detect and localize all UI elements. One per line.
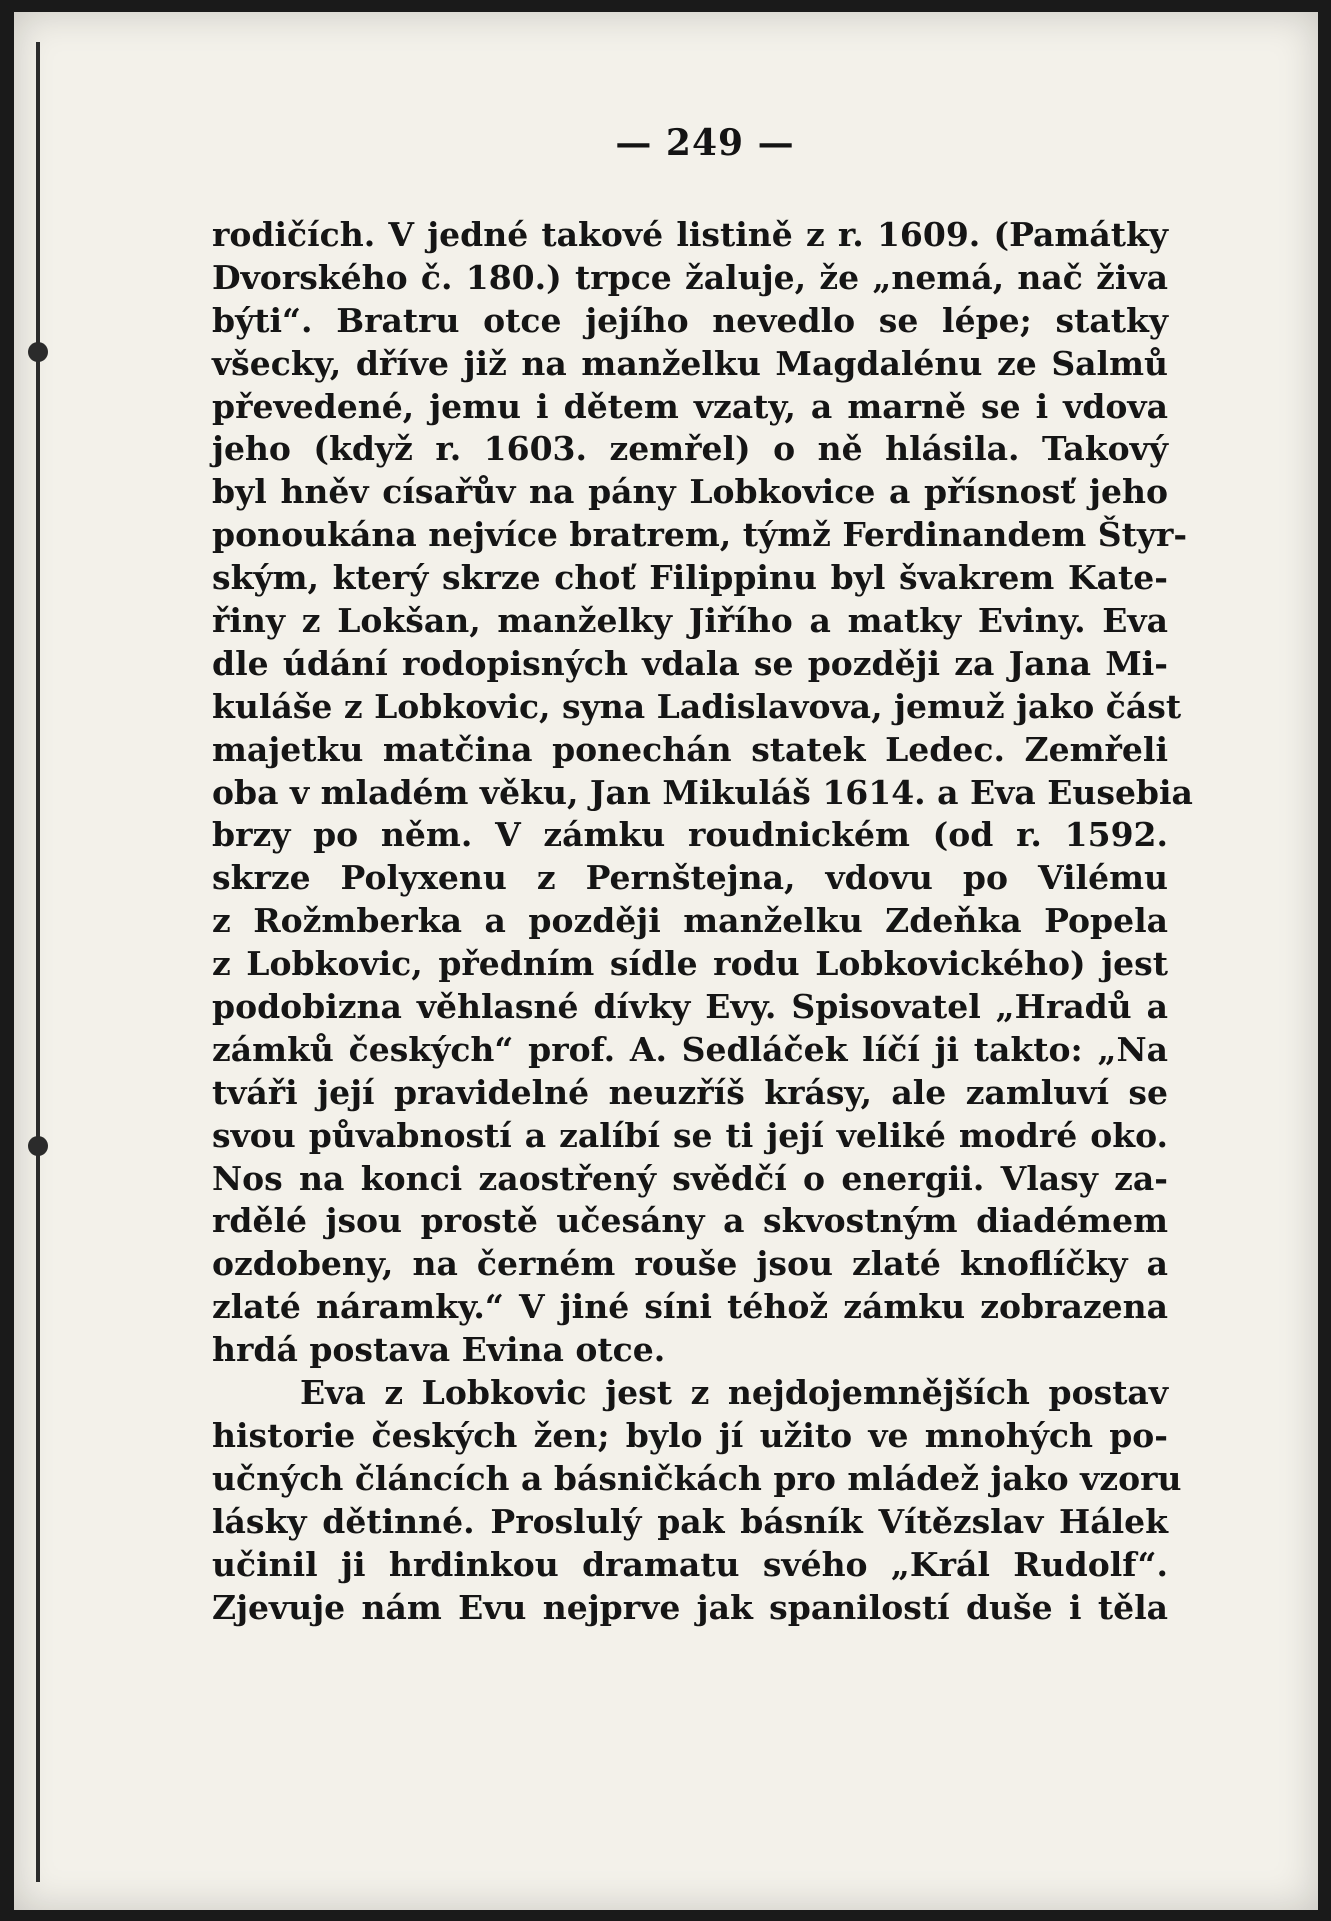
text-line: oba v mladém věku, Jan Mikuláš 1614. a Eva Eusebia — [212, 772, 1193, 812]
text-line: rdělé jsou prostě učesány a skvostným diadémem — [212, 1201, 1168, 1241]
text-line: skrze Polyxenu z Pernštejna, vdovu po Vilému — [212, 858, 1168, 898]
text-line: hrdá postava Evina otce. — [212, 1330, 666, 1370]
text-line: majetku matčina ponechán statek Ledec. Zemřeli — [212, 729, 1168, 769]
text-line: dle údání rodopisných vdala se později za Jana Mi- — [212, 643, 1168, 683]
text-line: zlaté náramky.“ V jiné síni téhož zámku zobrazena — [212, 1287, 1168, 1327]
text-line: historie českých žen; bylo jí užito ve mnohých po- — [212, 1415, 1168, 1455]
binding-mark-top — [28, 342, 48, 362]
text-line: Nos na konci zaostřený svědčí o energii. Vlasy za- — [212, 1158, 1168, 1198]
text-line: převedené, jemu i dětem vzaty, a marně se i vdova — [212, 386, 1168, 426]
text-line: z Rožmberka a později manželku Zdeňka Popela — [212, 901, 1168, 941]
text-line: ozdobeny, na černém rouše jsou zlaté knoflíčky a — [212, 1244, 1168, 1284]
page-number: — 249 — — [615, 122, 795, 164]
body-text — [212, 214, 1193, 1629]
text-line: býti“. Bratru otce jejího nevedlo se lépe; statky — [212, 300, 1168, 340]
text-line: brzy po něm. V zámku roudnickém (od r. 1592. — [212, 815, 1168, 855]
book-page — [14, 12, 1318, 1910]
text-line: byl hněv císařův na pány Lobkovice a přísnosť jeho — [212, 472, 1168, 512]
text-line: podobizna věhlasné dívky Evy. Spisovatel „Hradů a — [212, 987, 1168, 1027]
text-line: kuláše z Lobkovic, syna Ladislavova, jemuž jako část — [212, 686, 1182, 726]
text-line: jeho (když r. 1603. zemřel) o ně hlásila. Takový — [212, 429, 1168, 469]
text-line: učných článcích a básničkách pro mládež jako vzoru — [212, 1458, 1182, 1498]
text-line: učinil ji hrdinkou dramatu svého „Král Rudolf“. — [212, 1544, 1168, 1584]
text-line: rodičích. V jedné takové listině z r. 1609. (Památky — [212, 215, 1168, 254]
text-line: Zjevuje nám Evu nejprve jak spanilostí duše i těla — [212, 1587, 1168, 1627]
text-line: z Lobkovic, předním sídle rodu Lobkovického) jest — [212, 944, 1168, 984]
text-line: Dvorského č. 180.) trpce žaluje, že „nemá, nač živa — [212, 257, 1168, 297]
text-line: všecky, dříve již na manželku Magdalénu ze Salmů — [212, 343, 1168, 383]
binding-edge — [36, 42, 40, 1882]
text-line: svou půvabností a zalíbí se ti její veliké modré oko. — [212, 1115, 1168, 1155]
binding-mark-bottom — [28, 1136, 48, 1156]
text-line: ským, který skrze choť Filippinu byl švakrem Kate- — [212, 558, 1168, 598]
text-line: zámků českých“ prof. A. Sedláček líčí ji takto: „Na — [212, 1029, 1168, 1069]
text-line: tváři její pravidelné neuzříš krásy, ale zamluví se — [212, 1072, 1168, 1112]
text-line: lásky dětinné. Proslulý pak básník Vítězslav Hálek — [212, 1501, 1168, 1541]
text-line: ponoukána nejvíce bratrem, týmž Ferdinandem Štyr- — [212, 515, 1188, 555]
text-line: řiny z Lokšan, manželky Jiřího a matky Eviny. Eva — [212, 601, 1168, 641]
text-line: Eva z Lobkovic jest z nejdojemnějších postav — [300, 1373, 1168, 1413]
